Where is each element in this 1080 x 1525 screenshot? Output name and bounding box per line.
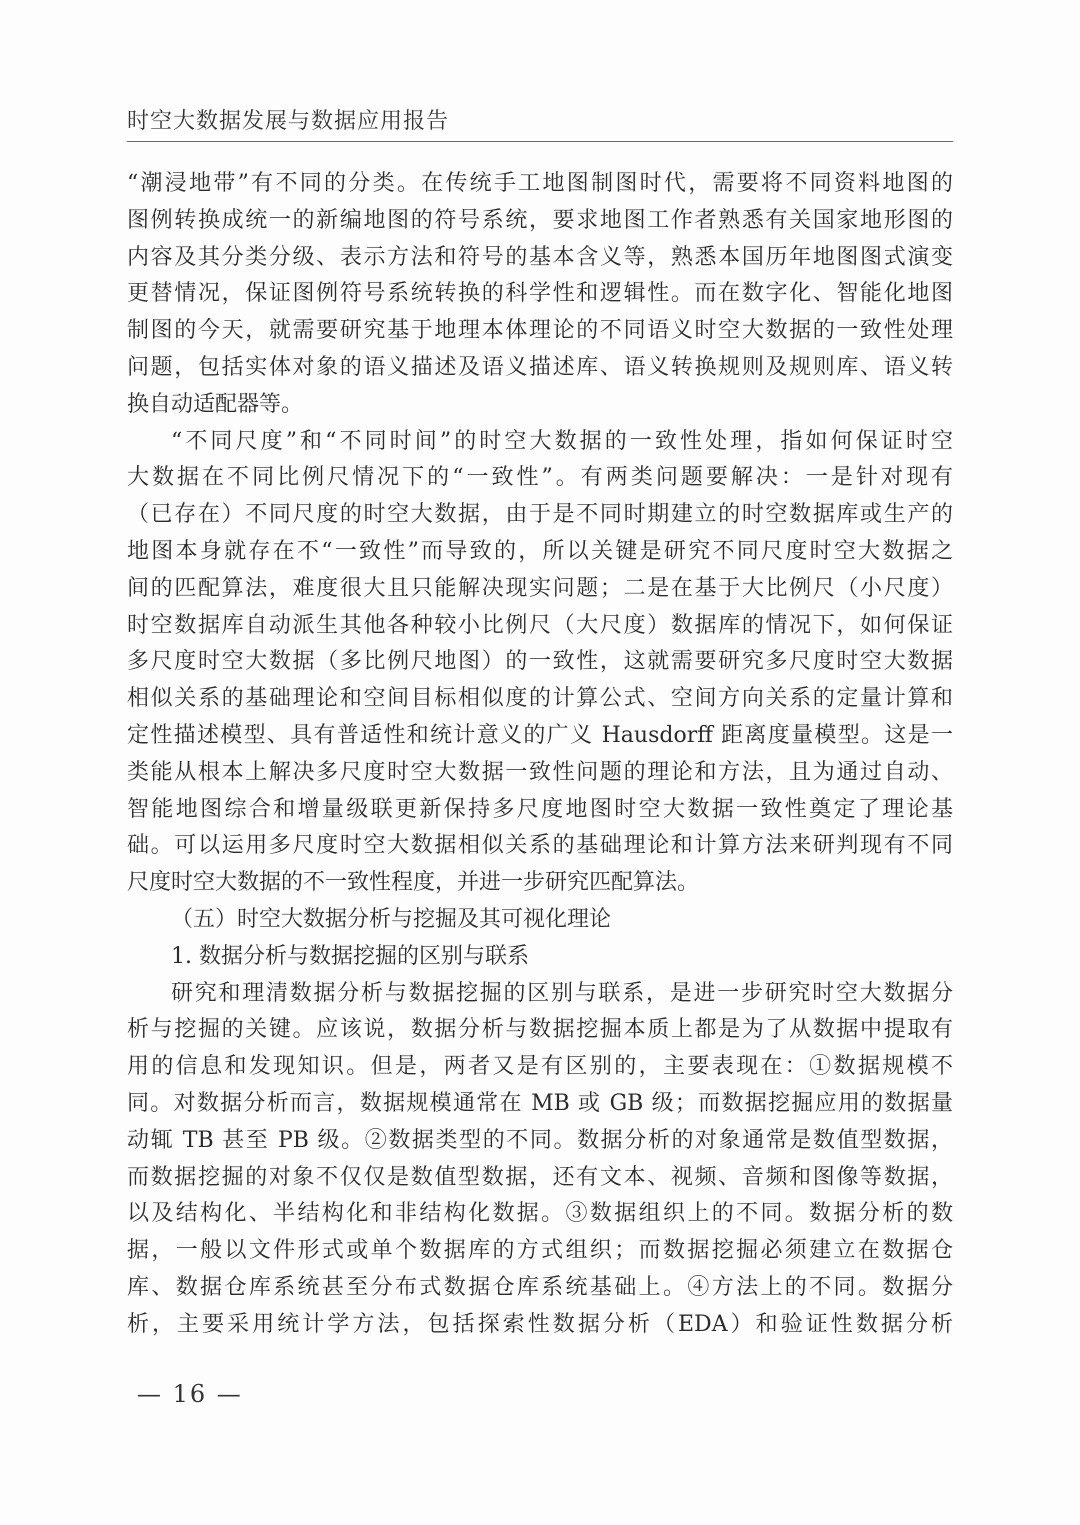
text-line: 础。可以运用多尺度时空大数据相似关系的基础理论和计算方法来研判现有不同	[127, 833, 953, 859]
text-line: 换自动适配器等。	[127, 391, 304, 417]
running-head: 时空大数据发展与数据应用报告	[127, 109, 450, 134]
text-line: “不同尺度”和“不同时间”的时空大数据的一致性处理，指如何保证时空	[171, 428, 953, 454]
text-line: 用的信息和发现知识。但是，两者又是有区别的，主要表现在：①数据规模不	[127, 1054, 953, 1080]
text-line: 大数据在不同比例尺情况下的“一致性”。有两类问题要解决：一是针对现有	[127, 465, 953, 491]
text-line: 同。对数据分析而言，数据规模通常在 MB 或 GB 级；而数据挖掘应用的数据量	[127, 1090, 953, 1116]
text-line: 以及结构化、半结构化和非结构化数据。③数据组织上的不同。数据分析的数	[127, 1201, 953, 1227]
text-line: 定性描述模型、具有普适性和统计意义的广义 Hausdorff 距离度量模型。这是一	[127, 722, 953, 748]
page-number: — 16 —	[137, 1380, 243, 1408]
text-line: 而数据挖掘的对象不仅仅是数值型数据，还有文本、视频、音频和图像等数据，	[127, 1164, 953, 1190]
text-line: 尺度时空大数据的不一致性程度，并进一步研究匹配算法。	[127, 870, 700, 896]
text-line: “潮浸地带”有不同的分类。在传统手工地图制图时代，需要将不同资料地图的	[127, 171, 953, 196]
text-line: 图例转换成统一的新编地图的符号系统，要求地图工作者熟悉有关国家地形图的	[127, 207, 953, 233]
text-line: 析，主要采用统计学方法，包括探索性数据分析（EDA）和验证性数据分析	[127, 1311, 953, 1337]
text-line: 相似关系的基础理论和空间目标相似度的计算公式、空间方向关系的定量计算和	[127, 686, 953, 712]
text-line: 智能地图综合和增量级联更新保持多尺度地图时空大数据一致性奠定了理论基	[127, 796, 953, 822]
text-line: 更替情况，保证图例符号系统转换的科学性和逻辑性。而在数字化、智能化地图	[127, 281, 953, 307]
text-line: 多尺度时空大数据（多比例尺地图）的一致性，这就需要研究多尺度时空大数据	[127, 649, 953, 675]
text-line: 据，一般以文件形式或单个数据库的方式组织；而数据挖掘必须建立在数据仓	[127, 1238, 953, 1264]
text-line: 内容及其分类分级、表示方法和符号的基本含义等，熟悉本国历年地图图式演变	[127, 244, 953, 270]
text-line: 析与挖掘的关键。应该说，数据分析与数据挖掘本质上都是为了从数据中提取有	[127, 1017, 953, 1043]
text-line: 动辄 TB 甚至 PB 级。②数据类型的不同。数据分析的对象通常是数值型数据，	[127, 1127, 953, 1153]
text-line: 1. 数据分析与数据挖掘的区别与联系	[171, 943, 529, 969]
text-line: 库、数据仓库系统甚至分布式数据仓库系统基础上。④方法上的不同。数据分	[127, 1274, 953, 1300]
text-line: 时空数据库自动派生其他各种较小比例尺（大尺度）数据库的情况下，如何保证	[127, 612, 953, 638]
header-rule	[127, 141, 953, 142]
text-line: 制图的今天，就需要研究基于地理本体理论的不同语义时空大数据的一致性处理	[127, 318, 953, 344]
text-line: 地图本身就存在不“一致性”而导致的，所以关键是研究不同尺度时空大数据之	[127, 538, 953, 564]
text-line: 间的匹配算法，难度很大且只能解决现实问题；二是在基于大比例尺（小尺度）	[127, 575, 953, 601]
text-line: 问题，包括实体对象的语义描述及语义描述库、语义转换规则及规则库、语义转	[127, 354, 953, 380]
text-line: 类能从根本上解决多尺度时空大数据一致性问题的理论和方法，且为通过自动、	[127, 759, 953, 785]
body-text	[127, 166, 953, 1344]
text-line: 研究和理清数据分析与数据挖掘的区别与联系，是进一步研究时空大数据分	[171, 980, 953, 1006]
text-line: （五）时空大数据分析与挖掘及其可视化理论	[171, 906, 612, 932]
text-line: （已存在）不同尺度的时空大数据，由于是不同时期建立的时空数据库或生产的	[127, 502, 953, 528]
